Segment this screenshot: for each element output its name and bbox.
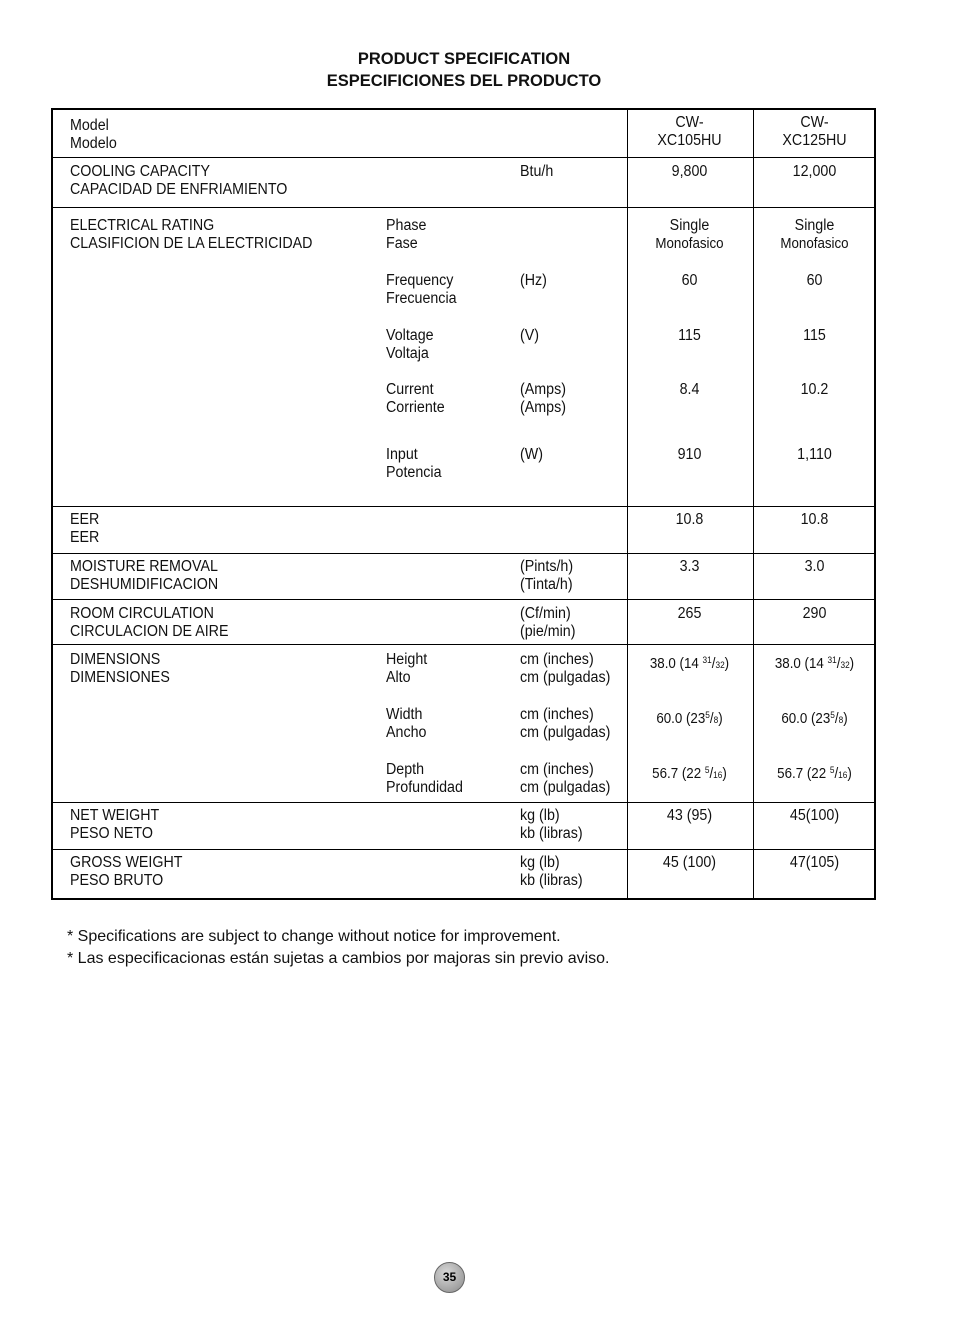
phase-label-en: Phase <box>386 217 427 234</box>
row-divider <box>53 599 874 600</box>
phase-value-1-en: Single <box>669 217 710 234</box>
room-circulation-unit <box>520 605 575 641</box>
voltage-label-en: Voltage <box>386 327 434 344</box>
room-circulation-unit-en: (Cf/min) <box>520 605 571 622</box>
model-label <box>70 117 117 153</box>
frequency-label-es: Frecuencia <box>386 290 457 307</box>
depth-value-2: 56.7 (22 $^5$/16) <box>777 765 852 782</box>
height-unit <box>520 651 610 687</box>
footnote-en: * Specifications are subject to change without notice for improvement. <box>67 928 561 945</box>
net-weight-value-2: 45(100) <box>789 807 840 824</box>
current-unit-en: (Amps) <box>520 381 566 398</box>
voltage-label <box>386 327 434 363</box>
height-value-2-close: ) <box>849 656 855 672</box>
moisture-value-2: 3.0 <box>804 558 825 575</box>
room-circulation-unit-es: (pie/min) <box>520 623 576 640</box>
current-label <box>386 381 445 417</box>
moisture-label-es: DESHUMIDIFICACION <box>70 576 219 593</box>
phase-value-1-es: Monofasico <box>655 236 724 252</box>
depth-value-1-main: 56.7 (22 <box>652 766 705 782</box>
frequency-value-2: 60 <box>806 272 823 289</box>
width-label-es: Ancho <box>386 724 427 741</box>
spec-table <box>51 108 876 900</box>
electrical-label-en: ELECTRICAL RATING <box>70 217 215 234</box>
input-value-2: 1,110 <box>797 446 832 463</box>
width-value-1-denominator: 8 <box>713 715 719 725</box>
row-divider <box>53 802 874 803</box>
current-label-es: Corriente <box>386 399 445 416</box>
width-value-2-main: 60.0 (23 <box>781 711 831 727</box>
depth-value-1-denominator: 16 <box>713 770 723 780</box>
page-subtitle: ESPECIFICIONES DEL PRODUCTO <box>326 72 602 90</box>
model-2-name <box>759 114 870 150</box>
height-value-1-numerator: 31 <box>702 655 712 665</box>
width-value-1-numerator: 5 <box>705 710 710 720</box>
phase-value-2 <box>759 217 870 253</box>
height-unit-en: cm (inches) <box>520 651 594 668</box>
height-value-1-denominator: 32 <box>715 660 725 670</box>
cooling-unit: Btu/h <box>520 163 554 180</box>
phase-label-es: Fase <box>386 235 418 252</box>
frequency-unit: (Hz) <box>520 272 547 289</box>
height-value-2-numerator: 31 <box>827 655 837 665</box>
net-weight-unit-es: kb (libras) <box>520 825 583 842</box>
model-1-line2: XC105HU <box>657 132 722 149</box>
input-value-1: 910 <box>677 446 702 463</box>
gross-weight-label-en: GROSS WEIGHT <box>70 854 183 871</box>
cooling-label-en: COOLING CAPACITY <box>70 163 210 180</box>
moisture-unit-es: (Tinta/h) <box>520 576 573 593</box>
moisture-unit-en: (Pints/h) <box>520 558 574 575</box>
net-weight-label <box>70 807 159 843</box>
model-1-name <box>632 114 747 150</box>
net-weight-label-es: PESO NETO <box>70 825 153 842</box>
phase-value-2-en: Single <box>794 217 835 234</box>
depth-value-2-close: ) <box>847 766 852 782</box>
input-label-en: Input <box>386 446 418 463</box>
moisture-label <box>70 558 218 594</box>
row-divider <box>53 506 874 507</box>
phase-value-2-es: Monofasico <box>780 236 849 252</box>
frequency-label-en: Frequency <box>386 272 454 289</box>
gross-weight-unit-en: kg (lb) <box>520 854 560 871</box>
model-1-line1: CW- <box>675 114 704 131</box>
gross-weight-value-2: 47(105) <box>789 854 840 871</box>
net-weight-label-en: NET WEIGHT <box>70 807 160 824</box>
moisture-value-1: 3.3 <box>679 558 700 575</box>
cooling-label-es: CAPACIDAD DE ENFRIAMIENTO <box>70 181 288 198</box>
gross-weight-label-es: PESO BRUTO <box>70 872 164 889</box>
room-circulation-value-1: 265 <box>677 605 702 622</box>
dimensions-label-en: DIMENSIONS <box>70 651 161 668</box>
row-divider <box>53 644 874 645</box>
width-label-en: Width <box>386 706 423 723</box>
model-2-line1: CW- <box>800 114 829 131</box>
width-value-2: 60.0 $(23^5/8)$ <box>781 710 848 727</box>
electrical-label-es: CLASIFICION DE LA ELECTRICIDAD <box>70 235 313 252</box>
depth-value-2-numerator: 5 <box>829 765 835 775</box>
room-circulation-value-2: 290 <box>802 605 827 622</box>
dimensions-label-es: DIMENSIONES <box>70 669 170 686</box>
width-unit-en: cm (inches) <box>520 706 594 723</box>
current-unit <box>520 381 566 417</box>
frequency-value-1: 60 <box>681 272 698 289</box>
electrical-label <box>70 217 312 253</box>
depth-unit-en: cm (inches) <box>520 761 594 778</box>
moisture-label-en: MOISTURE REMOVAL <box>70 558 218 575</box>
eer-value-1: 10.8 <box>675 511 704 528</box>
depth-value-1: 56.7 (22 $^5$/16) <box>652 765 727 782</box>
gross-weight-unit <box>520 854 583 890</box>
row-divider <box>53 157 874 158</box>
model-label-es: Modelo <box>70 135 117 152</box>
width-value-1: 60.0 $(23^5/8)$ <box>656 710 723 727</box>
depth-value-2-main: 56.7 (22 <box>777 766 830 782</box>
height-value-1: 38.0 (14 $^{31}$/32) <box>649 655 730 672</box>
depth-label-en: Depth <box>386 761 425 778</box>
eer-label-en: EER <box>70 511 100 528</box>
width-value-2-close: ) <box>843 711 848 727</box>
row-divider <box>53 553 874 554</box>
height-label <box>386 651 427 687</box>
page-title: PRODUCT SPECIFICATION <box>357 50 571 68</box>
depth-label <box>386 761 463 797</box>
page-number-badge: 35 <box>434 1262 465 1293</box>
net-weight-unit <box>520 807 583 843</box>
gross-weight-value-1: 45 (100) <box>662 854 717 871</box>
room-circulation-label-es: CIRCULACION DE AIRE <box>70 623 229 640</box>
column-divider <box>627 110 628 898</box>
depth-value-1-numerator: 5 <box>704 765 710 775</box>
column-divider <box>753 110 754 898</box>
width-value-2-numerator: 5 <box>830 710 835 720</box>
depth-unit <box>520 761 610 797</box>
gross-weight-label <box>70 854 183 890</box>
cooling-value-2: 12,000 <box>792 163 837 180</box>
current-value-2: 10.2 <box>800 381 829 398</box>
depth-value-2-denominator: 16 <box>838 770 848 780</box>
voltage-value-1: 115 <box>678 327 701 344</box>
footnotes <box>67 926 610 970</box>
input-unit: (W) <box>520 446 543 463</box>
height-unit-es: cm (pulgadas) <box>520 669 611 686</box>
width-value-2-denominator: 8 <box>838 715 844 725</box>
height-label-es: Alto <box>386 669 411 686</box>
cooling-value-1: 9,800 <box>671 163 708 180</box>
current-label-en: Current <box>386 381 434 398</box>
gross-weight-unit-es: kb (libras) <box>520 872 583 889</box>
height-value-1-close: ) <box>724 656 730 672</box>
model-label-en: Model <box>70 117 109 134</box>
depth-label-es: Profundidad <box>386 779 463 796</box>
voltage-label-es: Voltaja <box>386 345 429 362</box>
depth-unit-es: cm (pulgadas) <box>520 779 611 796</box>
input-label <box>386 446 442 482</box>
width-unit <box>520 706 610 742</box>
eer-label <box>70 511 99 547</box>
room-circulation-label-en: ROOM CIRCULATION <box>70 605 214 622</box>
room-circulation-label <box>70 605 228 641</box>
height-value-2: 38.0 (14 $^{31}$/32) <box>774 655 855 672</box>
width-label <box>386 706 426 742</box>
voltage-value-2: 115 <box>803 327 826 344</box>
cooling-label <box>70 163 287 199</box>
width-value-1-close: ) <box>718 711 723 727</box>
net-weight-value-1: 43 (95) <box>666 807 713 824</box>
width-unit-es: cm (pulgadas) <box>520 724 611 741</box>
footnote-es: * Las especificacionas están sujetas a cambios por majoras sin previo aviso. <box>67 950 610 967</box>
model-2-line2: XC125HU <box>782 132 847 149</box>
depth-value-1-close: ) <box>722 766 727 782</box>
width-value-1-main: 60.0 (23 <box>656 711 706 727</box>
height-value-2-main: 38.0 (14 <box>774 656 828 672</box>
row-divider <box>53 849 874 850</box>
frequency-label <box>386 272 457 308</box>
moisture-unit <box>520 558 573 594</box>
input-label-es: Potencia <box>386 464 442 481</box>
net-weight-unit-en: kg (lb) <box>520 807 560 824</box>
dimensions-label <box>70 651 170 687</box>
eer-label-es: EER <box>70 529 100 546</box>
row-divider <box>53 207 874 208</box>
height-value-1-main: 38.0 (14 <box>649 656 703 672</box>
height-value-2-denominator: 32 <box>840 660 850 670</box>
phase-label <box>386 217 426 253</box>
eer-value-2: 10.8 <box>800 511 829 528</box>
voltage-unit: (V) <box>520 327 540 344</box>
height-label-en: Height <box>386 651 428 668</box>
phase-value-1 <box>632 217 747 253</box>
current-value-1: 8.4 <box>679 381 700 398</box>
current-unit-es: (Amps) <box>520 399 566 416</box>
